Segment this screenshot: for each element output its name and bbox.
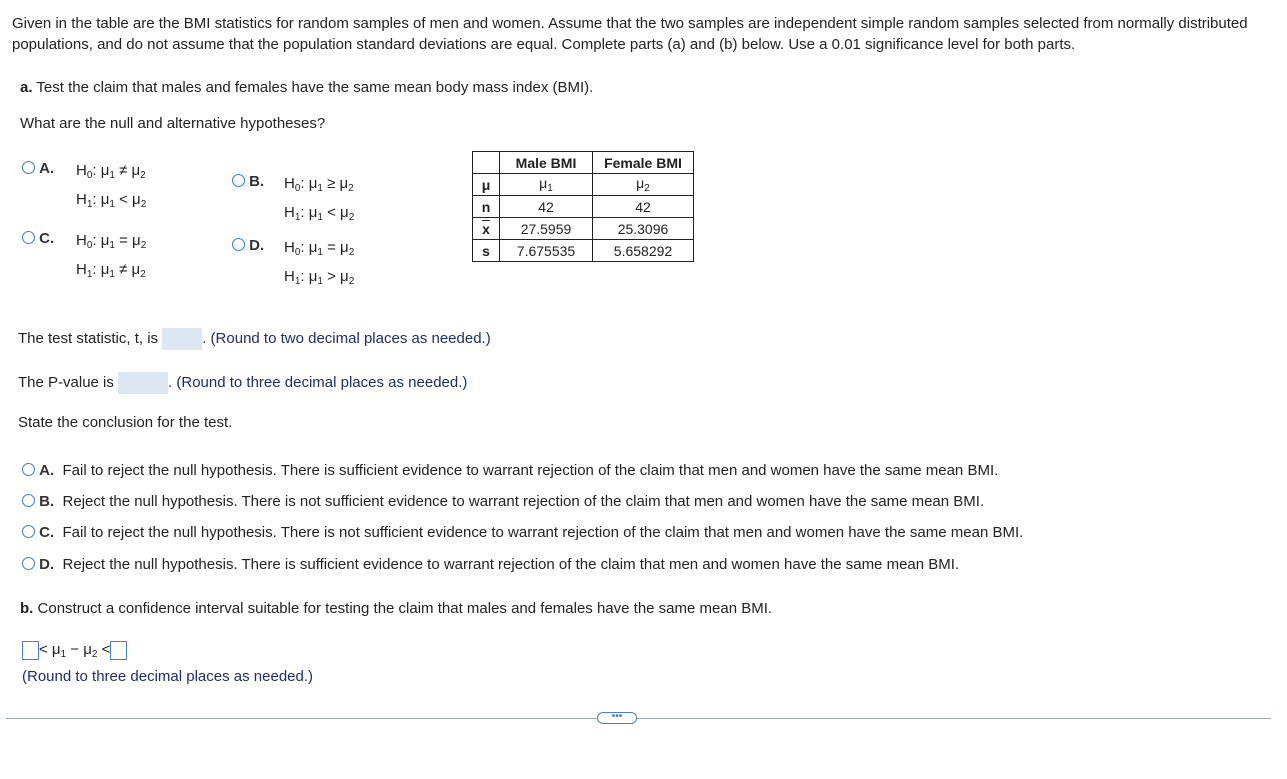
ci-minus: − μ bbox=[66, 641, 92, 658]
subscript: 1 bbox=[317, 247, 323, 258]
subscript: 1 bbox=[317, 183, 323, 194]
mu-symbol: μ bbox=[539, 175, 548, 191]
ci-right-operator: < bbox=[97, 641, 111, 658]
table-cell: 27.5959 bbox=[500, 218, 593, 240]
h1-symbol: H bbox=[76, 191, 87, 208]
divider bbox=[6, 718, 1271, 719]
row-label: s bbox=[473, 240, 500, 262]
subscript: 2 bbox=[140, 240, 147, 251]
option-letter: A. bbox=[39, 462, 55, 479]
h0-symbol: H bbox=[76, 232, 87, 249]
subscript: 2 bbox=[140, 199, 147, 210]
conclusion-prompt: State the conclusion for the test. bbox=[18, 414, 233, 431]
h0-symbol: H bbox=[284, 239, 295, 256]
hypotheses-question: What are the null and alternative hypotheses? bbox=[20, 115, 326, 132]
h0-operator: = μ bbox=[114, 232, 141, 249]
h1-operator: ≠ μ bbox=[114, 261, 141, 278]
h1-relation: : μ bbox=[300, 204, 318, 221]
subscript: 0 bbox=[86, 170, 93, 181]
conclusion-text: Fail to reject the null hypothesis. There is sufficient evidence to warrant rejection of the claim that men and women have the same mean BMI. bbox=[62, 462, 999, 479]
hypothesis-option-a[interactable] bbox=[22, 160, 54, 177]
option-letter: B. bbox=[249, 173, 265, 190]
subscript: 1 bbox=[109, 199, 115, 210]
h1-symbol: H bbox=[76, 261, 87, 278]
option-d-hypotheses bbox=[284, 236, 354, 294]
h1-relation: : μ bbox=[92, 261, 110, 278]
table-cell: 42 bbox=[500, 196, 593, 218]
ci-lower-input[interactable] bbox=[22, 641, 39, 660]
hypothesis-option-b[interactable] bbox=[232, 173, 264, 190]
table-cell: 25.3096 bbox=[593, 218, 694, 240]
subscript: 1 bbox=[109, 240, 115, 251]
subscript: 0 bbox=[294, 183, 301, 194]
table-cell: 5.658292 bbox=[593, 240, 694, 262]
option-b-hypotheses bbox=[284, 172, 354, 230]
subscript: 1 bbox=[86, 269, 93, 280]
subscript: 1 bbox=[317, 212, 323, 223]
subscript: 1 bbox=[86, 199, 93, 210]
h1-relation: : μ bbox=[92, 191, 110, 208]
option-a-hypotheses bbox=[76, 159, 146, 217]
more-options-button[interactable]: ••• bbox=[597, 712, 637, 724]
h1-operator: < μ bbox=[114, 191, 141, 208]
conclusion-option-b[interactable] bbox=[22, 493, 984, 510]
radio-button[interactable] bbox=[232, 174, 245, 187]
radio-button[interactable] bbox=[22, 557, 35, 570]
subscript: 1 bbox=[60, 649, 67, 660]
part-a-prompt bbox=[20, 79, 593, 96]
radio-button[interactable] bbox=[22, 463, 35, 476]
table-header-cell: Female BMI bbox=[593, 152, 694, 174]
test-statistic-input[interactable] bbox=[162, 328, 202, 350]
problem-intro: Given in the table are the BMI statistics for random samples of men and women. Assume that the two samples are independent simple random samples selected from normally distributed populations, and do not assume that the population standard deviations are equal. Complete parts (a) and (b) below. Use a 0.01 significance level for both parts. bbox=[12, 15, 1248, 53]
part-b-label: b. bbox=[20, 600, 34, 617]
subscript: 2 bbox=[644, 183, 650, 194]
h0-relation: : μ bbox=[92, 232, 110, 249]
subscript: 0 bbox=[294, 247, 301, 258]
test-statistic-row bbox=[18, 327, 491, 351]
row-label: n bbox=[473, 196, 500, 218]
subscript: 0 bbox=[86, 240, 93, 251]
radio-button[interactable] bbox=[22, 494, 35, 507]
table-cell bbox=[500, 174, 593, 196]
option-letter: D. bbox=[249, 237, 265, 254]
row-label: μ bbox=[473, 174, 500, 196]
test-statistic-label: The test statistic, t, is bbox=[18, 330, 159, 347]
h0-operator: ≥ μ bbox=[322, 175, 349, 192]
h1-symbol: H bbox=[284, 204, 295, 221]
subscript: 1 bbox=[294, 212, 301, 223]
subscript: 1 bbox=[109, 170, 115, 181]
h0-relation: : μ bbox=[92, 162, 110, 179]
part-a-label: a. bbox=[20, 79, 33, 96]
subscript: 2 bbox=[348, 276, 355, 287]
conclusion-option-a[interactable] bbox=[22, 462, 998, 479]
h1-operator: < μ bbox=[322, 204, 349, 221]
table-row bbox=[473, 196, 694, 218]
option-letter: B. bbox=[39, 493, 55, 510]
table-cell: 42 bbox=[593, 196, 694, 218]
conclusion-text: Fail to reject the null hypothesis. There is not sufficient evidence to warrant rejection of the claim that men and women have the same mean BMI. bbox=[62, 524, 1024, 541]
table-row bbox=[473, 218, 694, 240]
h0-symbol: H bbox=[76, 162, 87, 179]
conclusion-option-d[interactable] bbox=[22, 556, 959, 573]
option-c-hypotheses bbox=[76, 229, 146, 287]
h0-relation: : μ bbox=[300, 175, 318, 192]
table-row bbox=[473, 240, 694, 262]
subscript: 2 bbox=[140, 170, 146, 181]
h1-relation: : μ bbox=[300, 268, 318, 285]
pvalue-row bbox=[18, 371, 467, 395]
subscript: 2 bbox=[140, 269, 146, 280]
subscript: 1 bbox=[294, 276, 301, 287]
table-header-cell bbox=[473, 152, 500, 174]
subscript: 1 bbox=[547, 183, 553, 194]
conclusion-text: Reject the null hypothesis. There is not sufficient evidence to warrant rejection of the claim that men and women have the same mean BMI. bbox=[62, 493, 985, 510]
radio-button[interactable] bbox=[22, 161, 35, 174]
radio-button[interactable] bbox=[232, 238, 245, 251]
subscript: 1 bbox=[317, 276, 323, 287]
option-letter: C. bbox=[39, 230, 55, 247]
subscript: 2 bbox=[91, 649, 98, 660]
table-cell: 7.675535 bbox=[500, 240, 593, 262]
h1-operator: > μ bbox=[322, 268, 349, 285]
radio-button[interactable] bbox=[22, 231, 35, 244]
conclusion-text: Reject the null hypothesis. There is sufficient evidence to warrant rejection of the claim that men and women have the same mean BMI. bbox=[62, 556, 960, 573]
part-b-hint: (Round to three decimal places as needed.) bbox=[22, 668, 314, 685]
option-letter: A. bbox=[39, 160, 55, 177]
mu-symbol: μ bbox=[636, 175, 645, 191]
part-b-prompt bbox=[20, 600, 772, 617]
h0-symbol: H bbox=[284, 175, 295, 192]
table-cell bbox=[593, 174, 694, 196]
h0-relation: : μ bbox=[300, 239, 318, 256]
subscript: 2 bbox=[348, 247, 355, 258]
ci-left-operator: < μ bbox=[39, 641, 61, 658]
row-label bbox=[473, 218, 500, 240]
radio-button[interactable] bbox=[22, 525, 35, 538]
h0-operator: = μ bbox=[322, 239, 349, 256]
conclusion-option-c[interactable] bbox=[22, 524, 1023, 541]
pvalue-hint: . (Round to three decimal places as needed.) bbox=[168, 374, 468, 391]
subscript: 2 bbox=[348, 212, 355, 223]
option-letter: D. bbox=[39, 556, 55, 573]
part-a-text: Test the claim that males and females have the same mean body mass index (BMI). bbox=[36, 79, 594, 96]
subscript: 2 bbox=[348, 183, 354, 194]
table-row bbox=[473, 174, 694, 196]
hypothesis-option-c[interactable] bbox=[22, 230, 54, 247]
test-statistic-hint: . (Round to two decimal places as needed.) bbox=[202, 330, 491, 347]
option-letter: C. bbox=[39, 524, 55, 541]
h0-operator: ≠ μ bbox=[114, 162, 141, 179]
h1-symbol: H bbox=[284, 268, 295, 285]
subscript: 1 bbox=[109, 269, 115, 280]
confidence-interval-row bbox=[22, 639, 127, 666]
xbar-symbol: $\overline{x}$ bbox=[482, 220, 490, 237]
table-header-cell: Male BMI bbox=[500, 152, 593, 174]
table-header-row bbox=[473, 152, 694, 174]
ci-upper-input[interactable] bbox=[110, 641, 127, 660]
pvalue-input[interactable] bbox=[118, 372, 168, 394]
bmi-stats-table bbox=[472, 151, 694, 262]
hypothesis-option-d[interactable] bbox=[232, 237, 264, 254]
part-b-text: Construct a confidence interval suitable for testing the claim that males and females have the same mean BMI. bbox=[37, 600, 773, 617]
pvalue-label: The P-value is bbox=[18, 374, 114, 391]
